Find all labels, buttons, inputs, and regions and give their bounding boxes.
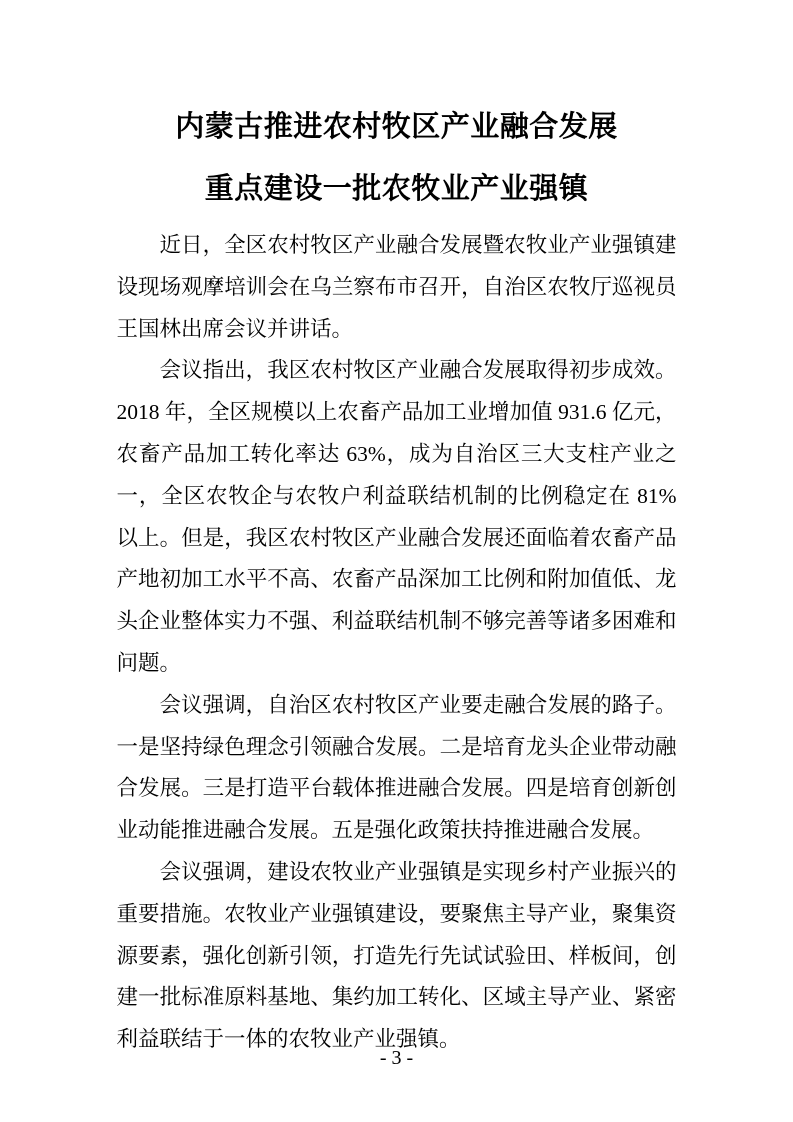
paragraph-1: 近日，全区农村牧区产业融合发展暨农牧业产业强镇建设现场观摩培训会在乌兰察布市召开，自治区农牧厅巡视员王国林出席会议并讲话。 xyxy=(116,233,677,341)
paragraph-4: 会议强调，建设农牧业产业强镇是实现乡村产业振兴的重要措施。农牧业产业强镇建设，要聚焦主导产业，聚集资源要素，强化创新引领，打造先行先试试验田、样板间，创建一批标准原料基地、集约加工转化、区域主导产业、紧密利益联结于一体的农牧业产业强镇。 xyxy=(116,859,677,1052)
title-line-1: 内蒙古推进农村牧区产业融合发展 xyxy=(175,111,618,143)
page-number: - 3 - xyxy=(379,1047,414,1069)
paragraph-2: 会议指出，我区农村牧区产业融合发展取得初步成效。2018 年，全区规模以上农畜产品加工业增加值 931.6 亿元，农畜产品加工转化率达 63%，成为自治区三大支柱产业之一，全区农牧企与农牧户利益联结机制的比例稳定在 81%以上。但是，我区农村牧区产业融合发展还面临着农畜产品产地初加工水平不高、农畜产品深加工比例和附加值低、龙头企业整体实力不强、利益联结机制不够完善等诸多困难和问题。 xyxy=(116,358,677,675)
document-body xyxy=(117,225,677,1061)
document-title xyxy=(0,0,793,220)
title-line-2: 重点建设一批农牧业产业强镇 xyxy=(204,173,589,205)
paragraph-3: 会议强调，自治区农村牧区产业要走融合发展的路子。一是坚持绿色理念引领融合发展。二是培育龙头企业带动融合发展。三是打造平台载体推进融合发展。四是培育创新创业动能推进融合发展。五是强化政策扶持推进融合发展。 xyxy=(116,692,677,843)
